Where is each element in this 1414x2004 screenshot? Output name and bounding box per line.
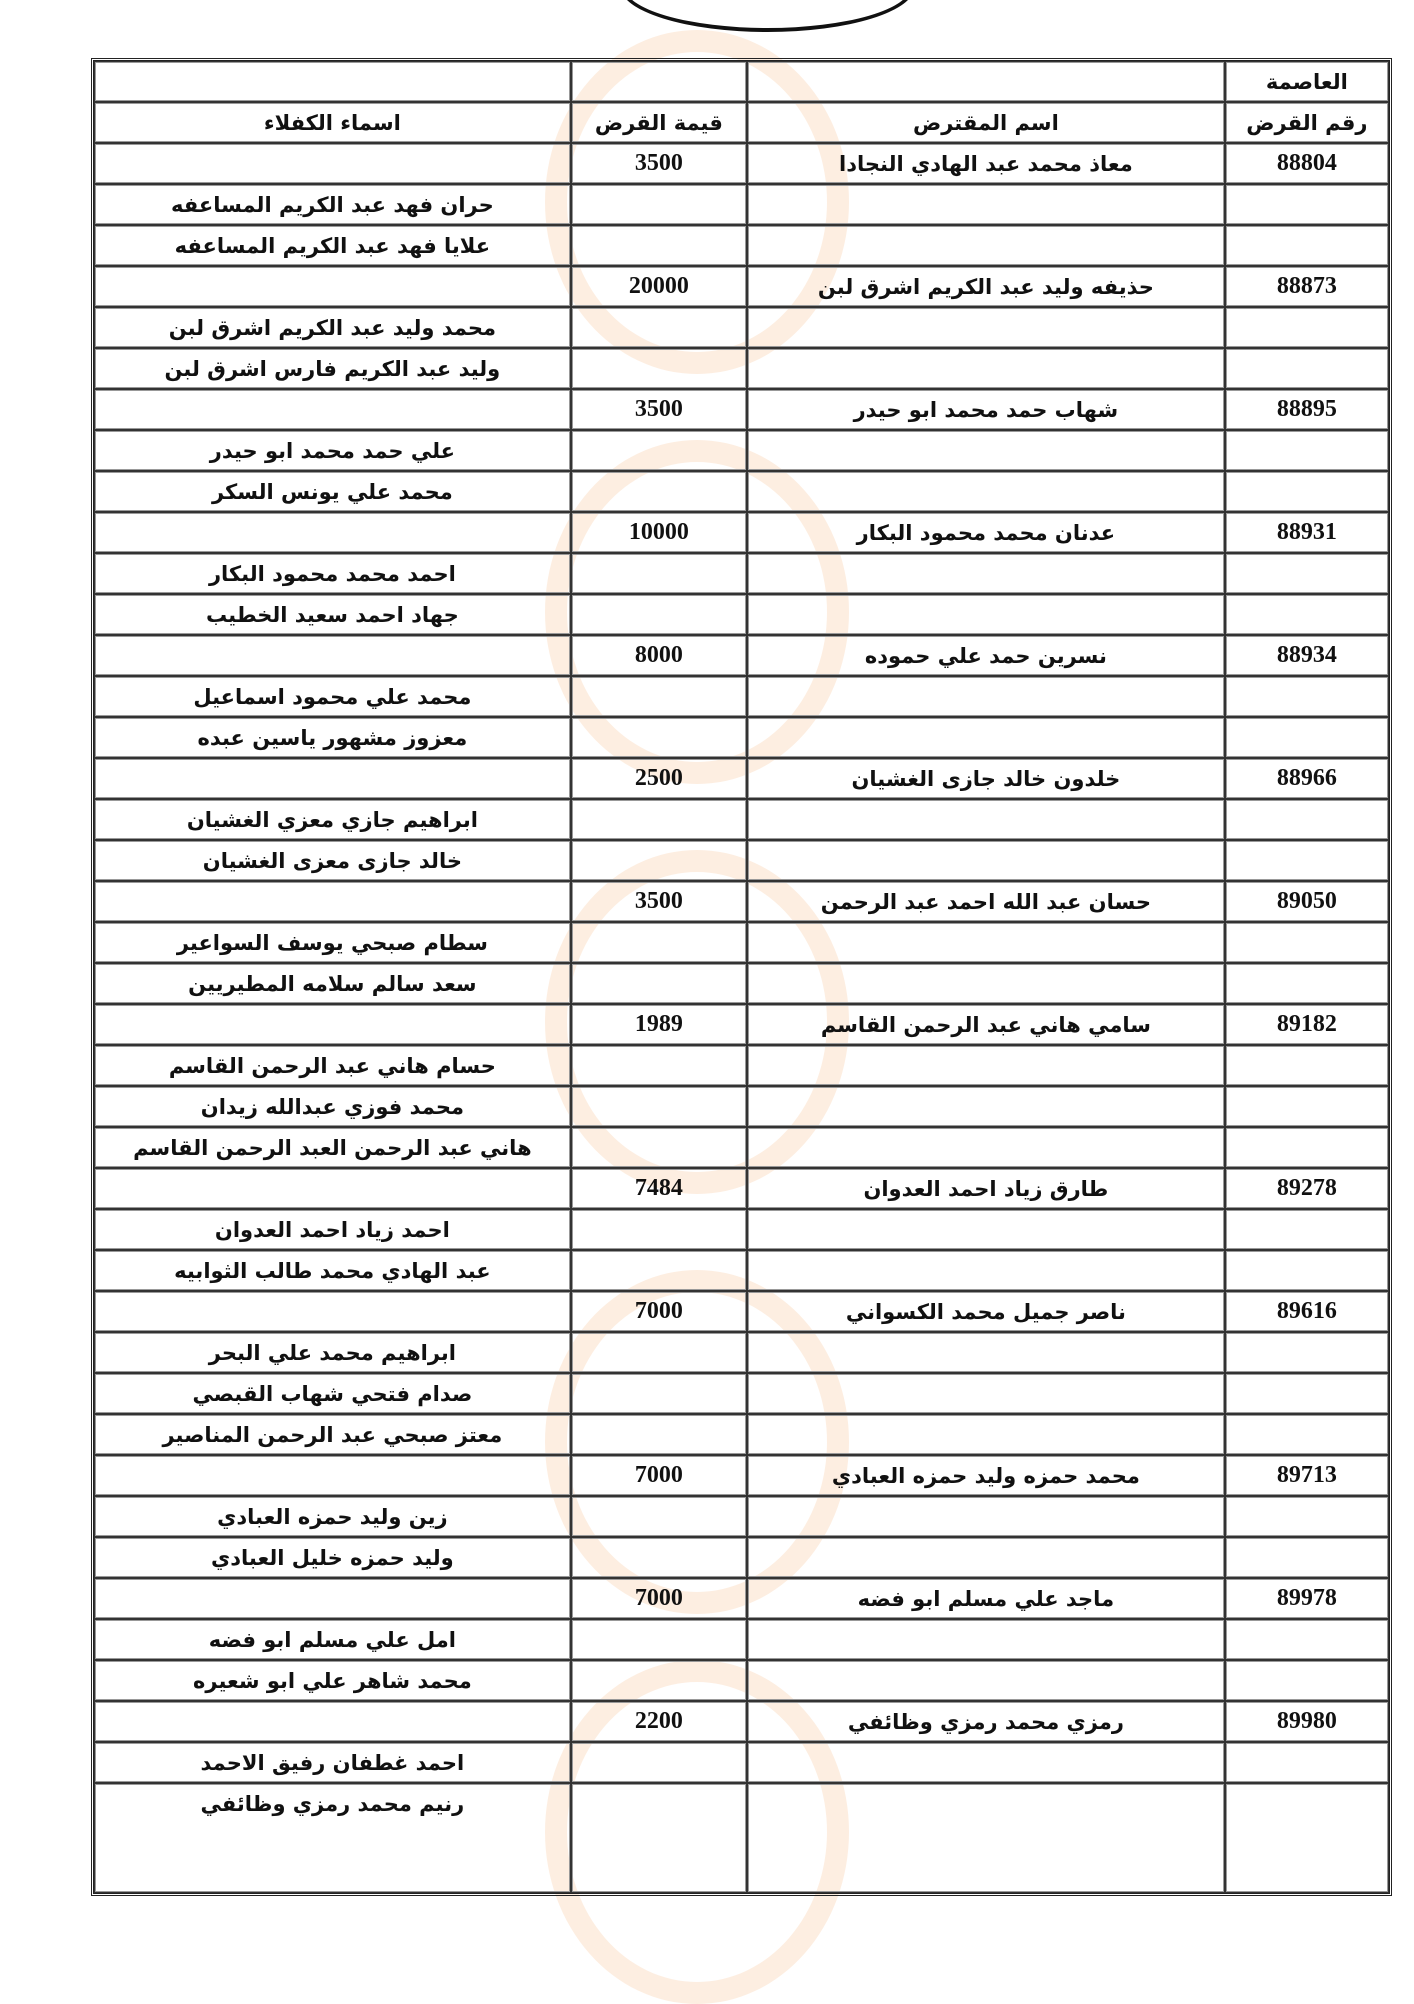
empty-cell	[571, 963, 747, 1004]
loan-amount: 3500	[571, 143, 747, 184]
loan-number: 89278	[1225, 1168, 1389, 1209]
empty-cell	[571, 1742, 747, 1783]
empty-cell	[747, 1619, 1225, 1660]
guarantor-row	[94, 717, 1389, 758]
empty-cell	[747, 840, 1225, 881]
empty-cell	[1225, 307, 1389, 348]
empty-cell	[747, 1496, 1225, 1537]
loan-number: 89713	[1225, 1455, 1389, 1496]
empty-cell	[747, 61, 1225, 102]
loan-row	[94, 389, 1389, 430]
guarantor-row	[94, 1783, 1389, 1893]
empty-cell	[571, 471, 747, 512]
empty-cell	[1225, 1496, 1389, 1537]
loan-amount: 8000	[571, 635, 747, 676]
empty-cell	[747, 1414, 1225, 1455]
guarantor-name: سطام صبحي يوسف السواعير	[94, 922, 571, 963]
guarantor-name: حسام هاني عبد الرحمن القاسم	[94, 1045, 571, 1086]
empty-cell	[1225, 1742, 1389, 1783]
column-header-borrower: اسم المقترض	[747, 102, 1225, 143]
loan-row	[94, 1168, 1389, 1209]
empty-cell	[94, 1004, 571, 1045]
guarantor-name: حران فهد عبد الكريم المساعفه	[94, 184, 571, 225]
empty-cell	[571, 61, 747, 102]
loan-row	[94, 881, 1389, 922]
loan-number: 89616	[1225, 1291, 1389, 1332]
loan-row	[94, 143, 1389, 184]
empty-cell	[571, 1045, 747, 1086]
loan-row	[94, 1578, 1389, 1619]
guarantor-row	[94, 307, 1389, 348]
guarantor-name: وليد عبد الكريم فارس اشرق لبن	[94, 348, 571, 389]
empty-cell	[747, 1742, 1225, 1783]
guarantor-row	[94, 799, 1389, 840]
empty-cell	[747, 307, 1225, 348]
empty-cell	[94, 1578, 571, 1619]
empty-cell	[1225, 1250, 1389, 1291]
empty-cell	[94, 1168, 571, 1209]
empty-cell	[1225, 1537, 1389, 1578]
loan-amount: 7484	[571, 1168, 747, 1209]
empty-cell	[571, 717, 747, 758]
empty-cell	[747, 1373, 1225, 1414]
empty-cell	[1225, 430, 1389, 471]
empty-cell	[1225, 717, 1389, 758]
empty-cell	[571, 184, 747, 225]
guarantor-name: محمد شاهر علي ابو شعيره	[94, 1660, 571, 1701]
guarantor-row	[94, 1660, 1389, 1701]
empty-cell	[571, 676, 747, 717]
empty-cell	[747, 963, 1225, 1004]
empty-cell	[94, 266, 571, 307]
empty-cell	[94, 881, 571, 922]
empty-cell	[747, 799, 1225, 840]
empty-cell	[1225, 348, 1389, 389]
guarantor-row	[94, 1373, 1389, 1414]
borrower-name: شهاب حمد محمد ابو حيدر	[747, 389, 1225, 430]
empty-cell	[94, 61, 571, 102]
loan-amount: 10000	[571, 512, 747, 553]
loan-row	[94, 266, 1389, 307]
loans-table	[91, 58, 1392, 1896]
guarantor-name: هاني عبد الرحمن العبد الرحمن القاسم	[94, 1127, 571, 1168]
empty-cell	[571, 1660, 747, 1701]
empty-cell	[571, 307, 747, 348]
empty-cell	[1225, 1086, 1389, 1127]
guarantor-row	[94, 922, 1389, 963]
loan-row	[94, 512, 1389, 553]
column-header-guarantors: اسماء الكفلاء	[94, 102, 571, 143]
borrower-name: خلدون خالد جازى الغشيان	[747, 758, 1225, 799]
empty-cell	[747, 717, 1225, 758]
guarantor-row	[94, 676, 1389, 717]
guarantor-name: احمد غطفان رفيق الاحمد	[94, 1742, 571, 1783]
empty-cell	[1225, 594, 1389, 635]
empty-cell	[94, 635, 571, 676]
guarantor-row	[94, 1496, 1389, 1537]
empty-cell	[747, 1209, 1225, 1250]
empty-cell	[571, 1086, 747, 1127]
borrower-name: معاذ محمد عبد الهادي النجادا	[747, 143, 1225, 184]
empty-cell	[94, 1701, 571, 1742]
guarantor-row	[94, 1127, 1389, 1168]
empty-cell	[1225, 840, 1389, 881]
guarantor-row	[94, 471, 1389, 512]
loan-amount: 7000	[571, 1291, 747, 1332]
empty-cell	[571, 225, 747, 266]
column-header-amount: قيمة القرض	[571, 102, 747, 143]
empty-cell	[1225, 1783, 1389, 1893]
guarantor-name: معزوز مشهور ياسين عبده	[94, 717, 571, 758]
guarantor-name: محمد فوزي عبدالله زيدان	[94, 1086, 571, 1127]
guarantor-row	[94, 225, 1389, 266]
empty-cell	[571, 430, 747, 471]
empty-cell	[747, 184, 1225, 225]
empty-cell	[1225, 1373, 1389, 1414]
borrower-name: حسان عبد الله احمد عبد الرحمن	[747, 881, 1225, 922]
loan-number: 89978	[1225, 1578, 1389, 1619]
guarantor-name: خالد جازى معزى الغشيان	[94, 840, 571, 881]
empty-cell	[571, 1537, 747, 1578]
empty-cell	[747, 348, 1225, 389]
empty-cell	[1225, 799, 1389, 840]
empty-cell	[571, 553, 747, 594]
empty-cell	[571, 1332, 747, 1373]
guarantor-row	[94, 1209, 1389, 1250]
borrower-name: ماجد علي مسلم ابو فضه	[747, 1578, 1225, 1619]
loan-amount: 7000	[571, 1455, 747, 1496]
borrower-name: نسرين حمد علي حموده	[747, 635, 1225, 676]
empty-cell	[571, 1496, 747, 1537]
empty-cell	[94, 143, 571, 184]
guarantor-row	[94, 184, 1389, 225]
loan-number: 88966	[1225, 758, 1389, 799]
guarantor-name: ابراهيم جازي معزي الغشيان	[94, 799, 571, 840]
empty-cell	[94, 1291, 571, 1332]
empty-cell	[571, 1209, 747, 1250]
empty-cell	[1225, 963, 1389, 1004]
empty-cell	[747, 225, 1225, 266]
guarantor-row	[94, 594, 1389, 635]
empty-cell	[1225, 471, 1389, 512]
empty-cell	[747, 1660, 1225, 1701]
empty-cell	[747, 430, 1225, 471]
borrower-name: حذيفه وليد عبد الكريم اشرق لبن	[747, 266, 1225, 307]
guarantor-name: وليد حمزه خليل العبادي	[94, 1537, 571, 1578]
empty-cell	[571, 1373, 747, 1414]
guarantor-name: صدام فتحي شهاب القبصي	[94, 1373, 571, 1414]
guarantor-row	[94, 963, 1389, 1004]
loan-row	[94, 758, 1389, 799]
borrower-name: رمزي محمد رمزي وظائفي	[747, 1701, 1225, 1742]
guarantor-name: سعد سالم سلامه المطيريين	[94, 963, 571, 1004]
borrower-name: سامي هاني عبد الرحمن القاسم	[747, 1004, 1225, 1045]
empty-cell	[747, 1783, 1225, 1893]
loan-number: 89182	[1225, 1004, 1389, 1045]
empty-cell	[571, 348, 747, 389]
guarantor-name: محمد علي محمود اسماعيل	[94, 676, 571, 717]
empty-cell	[94, 758, 571, 799]
empty-cell	[571, 1250, 747, 1291]
loan-number: 88931	[1225, 512, 1389, 553]
loan-row	[94, 1004, 1389, 1045]
loan-amount: 7000	[571, 1578, 747, 1619]
guarantor-name: عبد الهادي محمد طالب الثوابيه	[94, 1250, 571, 1291]
loan-row	[94, 1455, 1389, 1496]
guarantor-name: معتز صبحي عبد الرحمن المناصير	[94, 1414, 571, 1455]
guarantor-row	[94, 1332, 1389, 1373]
empty-cell	[747, 1250, 1225, 1291]
empty-cell	[1225, 184, 1389, 225]
empty-cell	[571, 594, 747, 635]
borrower-name: ناصر جميل محمد الكسواني	[747, 1291, 1225, 1332]
guarantor-name: علايا فهد عبد الكريم المساعفه	[94, 225, 571, 266]
empty-cell	[747, 471, 1225, 512]
empty-cell	[1225, 553, 1389, 594]
empty-cell	[571, 1619, 747, 1660]
guarantor-row	[94, 1619, 1389, 1660]
guarantor-row	[94, 1742, 1389, 1783]
empty-cell	[94, 1455, 571, 1496]
loan-amount: 20000	[571, 266, 747, 307]
empty-cell	[1225, 1209, 1389, 1250]
empty-cell	[1225, 1414, 1389, 1455]
column-header-loan-number: رقم القرض	[1225, 102, 1389, 143]
empty-cell	[747, 594, 1225, 635]
empty-cell	[1225, 1619, 1389, 1660]
empty-cell	[571, 922, 747, 963]
guarantor-row	[94, 348, 1389, 389]
guarantor-row	[94, 1045, 1389, 1086]
empty-cell	[747, 1127, 1225, 1168]
borrower-name: محمد حمزه وليد حمزه العبادي	[747, 1455, 1225, 1496]
empty-cell	[747, 676, 1225, 717]
empty-cell	[1225, 225, 1389, 266]
guarantor-name: ابراهيم محمد علي البحر	[94, 1332, 571, 1373]
empty-cell	[94, 512, 571, 553]
empty-cell	[1225, 1660, 1389, 1701]
header-emblem-outline	[620, 0, 915, 32]
region-row	[94, 61, 1389, 102]
empty-cell	[571, 1783, 747, 1893]
guarantor-name: علي حمد محمد ابو حيدر	[94, 430, 571, 471]
loan-number: 88804	[1225, 143, 1389, 184]
borrower-name: طارق زياد احمد العدوان	[747, 1168, 1225, 1209]
borrower-name: عدنان محمد محمود البكار	[747, 512, 1225, 553]
loan-row	[94, 1291, 1389, 1332]
guarantor-name: احمد زياد احمد العدوان	[94, 1209, 571, 1250]
guarantor-row	[94, 1537, 1389, 1578]
guarantor-row	[94, 1414, 1389, 1455]
guarantor-name: رنيم محمد رمزي وظائفي	[94, 1783, 571, 1893]
guarantor-row	[94, 430, 1389, 471]
empty-cell	[571, 1414, 747, 1455]
guarantor-name: محمد وليد عبد الكريم اشرق لبن	[94, 307, 571, 348]
loan-amount: 2500	[571, 758, 747, 799]
loan-amount: 2200	[571, 1701, 747, 1742]
guarantor-row	[94, 1250, 1389, 1291]
column-header-row	[94, 102, 1389, 143]
loan-amount: 3500	[571, 389, 747, 430]
guarantor-name: امل علي مسلم ابو فضه	[94, 1619, 571, 1660]
guarantor-row	[94, 553, 1389, 594]
guarantor-row	[94, 1086, 1389, 1127]
empty-cell	[1225, 1332, 1389, 1373]
guarantor-name: جهاد احمد سعيد الخطيب	[94, 594, 571, 635]
empty-cell	[1225, 1045, 1389, 1086]
loan-row	[94, 635, 1389, 676]
empty-cell	[747, 1332, 1225, 1373]
guarantor-name: احمد محمد محمود البكار	[94, 553, 571, 594]
empty-cell	[94, 389, 571, 430]
empty-cell	[1225, 676, 1389, 717]
empty-cell	[1225, 1127, 1389, 1168]
loan-number: 88895	[1225, 389, 1389, 430]
guarantor-row	[94, 840, 1389, 881]
empty-cell	[747, 1086, 1225, 1127]
loan-row	[94, 1701, 1389, 1742]
guarantor-name: محمد علي يونس السكر	[94, 471, 571, 512]
loan-number: 88934	[1225, 635, 1389, 676]
loan-amount: 1989	[571, 1004, 747, 1045]
guarantor-name: زين وليد حمزه العبادي	[94, 1496, 571, 1537]
empty-cell	[747, 1537, 1225, 1578]
loan-amount: 3500	[571, 881, 747, 922]
empty-cell	[747, 553, 1225, 594]
empty-cell	[1225, 922, 1389, 963]
loan-number: 89050	[1225, 881, 1389, 922]
empty-cell	[747, 922, 1225, 963]
empty-cell	[747, 1045, 1225, 1086]
empty-cell	[571, 840, 747, 881]
empty-cell	[571, 799, 747, 840]
loan-number: 88873	[1225, 266, 1389, 307]
loan-number: 89980	[1225, 1701, 1389, 1742]
empty-cell	[571, 1127, 747, 1168]
region-label: العاصمة	[1225, 61, 1389, 102]
